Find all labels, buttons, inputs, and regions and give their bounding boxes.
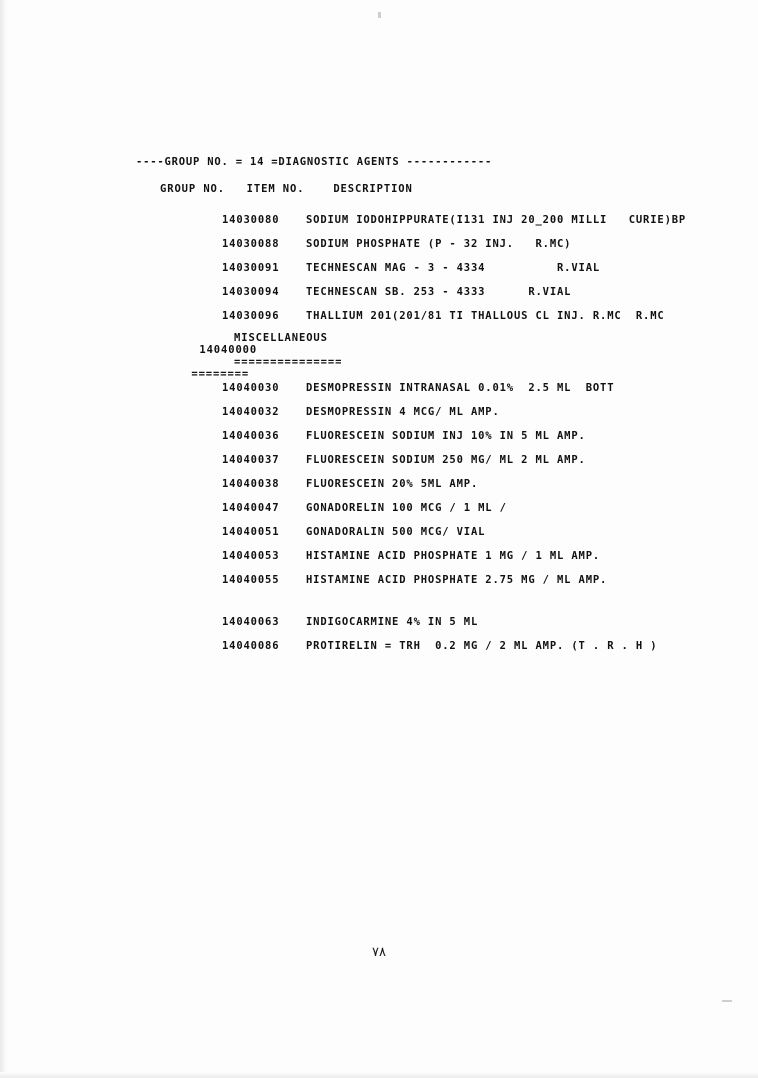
item-no-cell: 14030088 <box>222 238 280 250</box>
description-cell: GONADORALIN 500 MCG/ VIAL <box>306 526 486 538</box>
description-cell: PROTIRELIN = TRH 0.2 MG / 2 ML AMP. (T . R . H ) <box>306 640 658 652</box>
subgroup-rule-label: =============== <box>234 356 343 368</box>
item-no-cell: 14040047 <box>222 502 280 514</box>
table-row <box>0 616 758 640</box>
description-cell: DESMOPRESSIN 4 MCG/ ML AMP. <box>306 406 500 418</box>
table-row <box>0 262 758 286</box>
item-no-cell: 14030094 <box>222 286 280 298</box>
table-row <box>0 310 758 334</box>
table-row <box>0 640 758 664</box>
description-cell: SODIUM IODOHIPPURATE(I131 INJ 20_200 MILLI CURIE)BP <box>306 214 687 226</box>
description-cell: DESMOPRESSIN INTRANASAL 0.01% 2.5 ML BOTT <box>306 382 615 394</box>
table-row <box>0 478 758 502</box>
subgroup-group-no: 14040000 <box>199 344 258 356</box>
description-cell: HISTAMINE ACID PHOSPHATE 2.75 MG / ML AMP. <box>306 574 608 586</box>
table-row-blank <box>0 598 758 616</box>
table-row <box>0 502 758 526</box>
description-cell: TECHNESCAN SB. 253 - 4333 R.VIAL <box>306 286 572 298</box>
scan-edge-bottom <box>0 1072 758 1078</box>
subgroup-label: MISCELLANEOUS <box>234 332 328 344</box>
item-no-cell: 14040036 <box>222 430 280 442</box>
description-cell: HISTAMINE ACID PHOSPHATE 1 MG / 1 ML AMP. <box>306 550 601 562</box>
scan-speck <box>378 12 381 18</box>
item-table-first-block <box>0 214 758 334</box>
item-no-cell: 14040038 <box>222 478 280 490</box>
table-row <box>0 526 758 550</box>
item-no-cell: 14040063 <box>222 616 280 628</box>
scan-speck <box>722 1000 732 1002</box>
item-no-cell: 14040030 <box>222 382 280 394</box>
table-row <box>0 550 758 574</box>
description-cell: INDIGOCARMINE 4% IN 5 ML <box>306 616 479 628</box>
table-row <box>0 454 758 478</box>
description-cell: FLUORESCEIN SODIUM 250 MG/ ML 2 ML AMP. <box>306 454 586 466</box>
item-no-cell: 14040053 <box>222 550 280 562</box>
item-no-cell: 14040086 <box>222 640 280 652</box>
page-number: ٧٨ <box>372 945 386 960</box>
description-cell: THALLIUM 201(201/81 TI THALLOUS CL INJ. R.MC R.MC <box>306 310 665 322</box>
table-row <box>0 286 758 310</box>
table-row <box>0 238 758 262</box>
description-cell: TECHNESCAN MAG - 3 - 4334 R.VIAL <box>306 262 601 274</box>
table-row <box>0 430 758 454</box>
item-no-cell: 14030091 <box>222 262 280 274</box>
item-no-cell: 14030080 <box>222 214 280 226</box>
table-row <box>0 406 758 430</box>
table-row <box>0 574 758 598</box>
item-no-cell: 14040032 <box>222 406 280 418</box>
column-header-row: GROUP NO. ITEM NO. DESCRIPTION <box>160 183 413 195</box>
subgroup-rule-group: ======== <box>191 368 250 380</box>
group-header: ----GROUP NO. = 14 =DIAGNOSTIC AGENTS ------------ <box>136 156 493 168</box>
item-table-second-block <box>0 382 758 664</box>
description-cell: FLUORESCEIN 20% 5ML AMP. <box>306 478 479 490</box>
description-cell: GONADORELIN 100 MCG / 1 ML / <box>306 502 507 514</box>
item-no-cell: 14040037 <box>222 454 280 466</box>
table-row <box>0 214 758 238</box>
item-no-cell: 14040055 <box>222 574 280 586</box>
item-no-cell: 14040051 <box>222 526 280 538</box>
table-row <box>0 382 758 406</box>
description-cell: SODIUM PHOSPHATE (P - 32 INJ. R.MC) <box>306 238 572 250</box>
description-cell: FLUORESCEIN SODIUM INJ 10% IN 5 ML AMP. <box>306 430 586 442</box>
item-no-cell: 14030096 <box>222 310 280 322</box>
